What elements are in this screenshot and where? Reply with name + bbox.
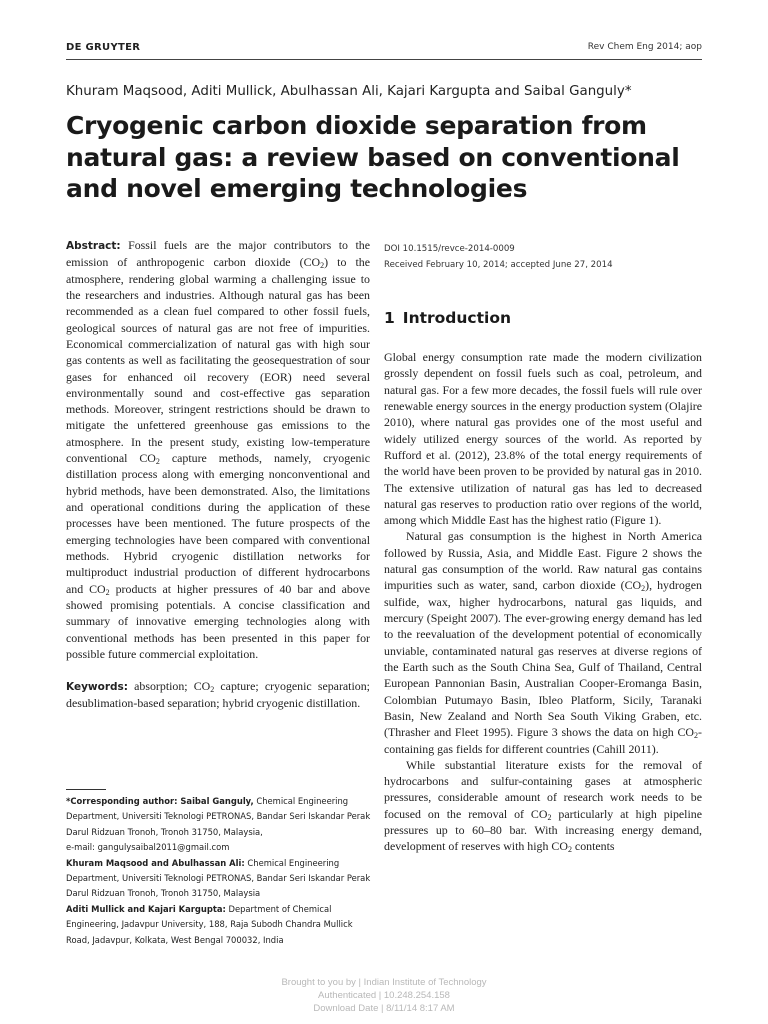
subscript: 2 (641, 584, 646, 594)
publisher-name: DE GRUYTER (66, 42, 141, 53)
corresponding-author-email[interactable]: e-mail: gangulysaibal2011@gmail.com (66, 842, 230, 853)
abstract-label: Abstract: (66, 240, 121, 252)
paragraph-3-b: particularly at high pipeline pressures up to 60–80 bar. With increasing energy demand, development of reserves with high CO (384, 806, 703, 854)
download-watermark (0, 976, 768, 1015)
section-title: Introduction (402, 309, 512, 327)
download-line-3: Download Date | 8/11/14 8:17 AM (313, 1003, 455, 1014)
introduction-body (384, 349, 702, 855)
subscript: 2 (567, 845, 572, 855)
journal-citation: Rev Chem Eng 2014; aop (587, 42, 702, 52)
subscript: 2 (320, 261, 325, 271)
affiliation-3-text: Department of Chemical Engineering, Jadavpur University, 188, Raja Subodh Chandra Mullick Road, Jadavpur, Kolkata, West Bengal 700032, India (66, 903, 353, 945)
subscript: 2 (694, 731, 699, 741)
keywords-label: Keywords: (66, 681, 128, 694)
abstract-text-d: products at higher pressures of 40 bar and above showed promising potentials. A concise classification and summary of innovative emerging technologies along with conventional methods has been presented in this paper for possible future commercial exploitation. (66, 581, 370, 661)
download-line-2: Authenticated | 10.248.254.158 (318, 990, 450, 1001)
abstract (66, 237, 370, 662)
affiliation-3-label: Aditi Mullick and Kajari Kargupta: (66, 903, 226, 914)
keywords-text-b: capture; cryogenic separation; desublimation-based separation; hybrid cryogenic distillation. (66, 679, 370, 711)
affiliation-2-text: Chemical Engineering Department, Universiti Teknologi PETRONAS, Bandar Seri Iskandar Perak Darul Ridzuan Tronoh, Tronoh 31750, Malaysia (66, 857, 371, 899)
paper-title: Cryogenic carbon dioxide separation from natural gas: a review based on conventional and novel emerging technologies (66, 111, 680, 203)
paragraph-2-c: -containing gas fields for different countries (Cahill 2011). (384, 725, 702, 756)
author-list: Khuram Maqsood, Aditi Mullick, Abulhassan Ali, Kajari Kargupta and Saibal Ganguly* (66, 84, 632, 99)
paragraph-2-b: ), hydrogen sulfide, wax, higher hydrocarbons, natural gas liquids, and mercury (Speight 2007). The ever-growing energy demand has led to the reevaluation of the development potential of economically unviable, contaminated natural gas reserves at diverse regions of the Earth such as the South China Sea, Gulf of Thailand, Central European Pannonian Basin, Australian Cooper-Eromanga Basin, Colombian Putumayo Basin, Ibleo Platform, Sicily, Taranaki Basin, New Zealand and North Sea South Viking Graben, etc. (Thrasher and Fleet 1995). Figure 3 shows the data on high CO (384, 578, 702, 740)
affiliation-2-label: Khuram Maqsood and Abulhassan Ali: (66, 857, 245, 868)
paragraph-2-a: Natural gas consumption is the highest in North America followed by Russia, Asia, and Middle East. Figure 2 shows the natural gas consumption of the world. Raw natural gas contains impurities such as water, sand, carbon dioxide (CO (384, 529, 702, 593)
footnotes (66, 794, 374, 948)
subscript: 2 (210, 685, 215, 695)
abstract-text-c: capture methods, namely, cryogenic distillation process along with emerging nonconventional and hybrid methods, have been demonstrated. Also, the limitations and operational conditions during the application of these processes have been mentioned. The future prospects of the emerging technologies have been compared with conventional methods. Hybrid cryogenic distillation networks for multiproduct industrial production of different hydrocarbons and CO (66, 451, 370, 596)
keywords (66, 678, 370, 712)
paragraph-3-a: While substantial literature exists for the removal of hydrocarbons and sulfur-containing gases at atmospheric pressures, considerable amount of research work needs to be focused on the removal of CO (384, 757, 702, 821)
received-date: Received February 10, 2014; accepted June 27, 2014 (384, 260, 613, 270)
paragraph-3 (384, 757, 702, 855)
section-heading (384, 309, 511, 327)
header-rule (66, 59, 702, 60)
subscript: 2 (547, 812, 552, 822)
section-number: 1 (384, 309, 395, 327)
doi[interactable]: DOI 10.1515/revce-2014-0009 (384, 244, 515, 254)
paragraph-1: Global energy consumption rate made the modern civilization grossly dependent on fossil fuels such as coal, petroleum, and natural gas. For a few more decades, the fossil fuels will rule over renewable energy sources in the energy production system (Olajire 2010), where natural gas provides one of the most useful and widely utilized energy sources of the world. As reported by Rufford et al. (2012), 23.8% of the total energy requirements of the world have been proven to be provided by natural gas in 2010. The extensive utilization of natural gas has led to decreased natural gas reserves to production ratio over regions of the world, among which Middle East has the highest ratio (Figure 1). (384, 350, 702, 528)
corresponding-author-affiliation: Chemical Engineering Department, Universiti Teknologi PETRONAS, Bandar Seri Iskandar Perak Darul Ridzuan Tronoh, Tronoh 31750, Malaysia, (66, 796, 371, 837)
left-column (66, 237, 370, 712)
download-line-1: Brought to you by | Indian Institute of Technology (281, 977, 487, 988)
paragraph-3-c: contents (571, 839, 615, 854)
abstract-text-b: ) to the atmosphere, rendering global warming a challenging issue to the researchers and industries. Although natural gas has been recommended as a clean fuel compared to other fossil fuels, geological sources of natural gas are not free of impurities. Economical commercialization of natural gas with high sour gas contents as well as facilitating the geosequestration of sour gases for enhanced oil recovery (EOR) need several environmentally sound and cost-effective gas separation methods. Moreover, stringent restrictions should be drawn to mitigate the unfettered greenhouse gas emissions to the atmosphere. In the present study, existing low-temperature conventional CO (66, 255, 371, 466)
abstract-text-a: Fossil fuels are the major contributors to the emission of anthropogenic carbon dioxide (CO (66, 238, 370, 270)
article-meta (384, 241, 613, 273)
subscript: 2 (105, 587, 110, 597)
corresponding-author-label: *Corresponding author: Saibal Ganguly, (66, 796, 254, 806)
footnote-rule (66, 789, 106, 790)
subscript: 2 (155, 457, 160, 467)
keywords-text-a: absorption; CO (127, 679, 211, 694)
paragraph-2 (384, 528, 702, 756)
